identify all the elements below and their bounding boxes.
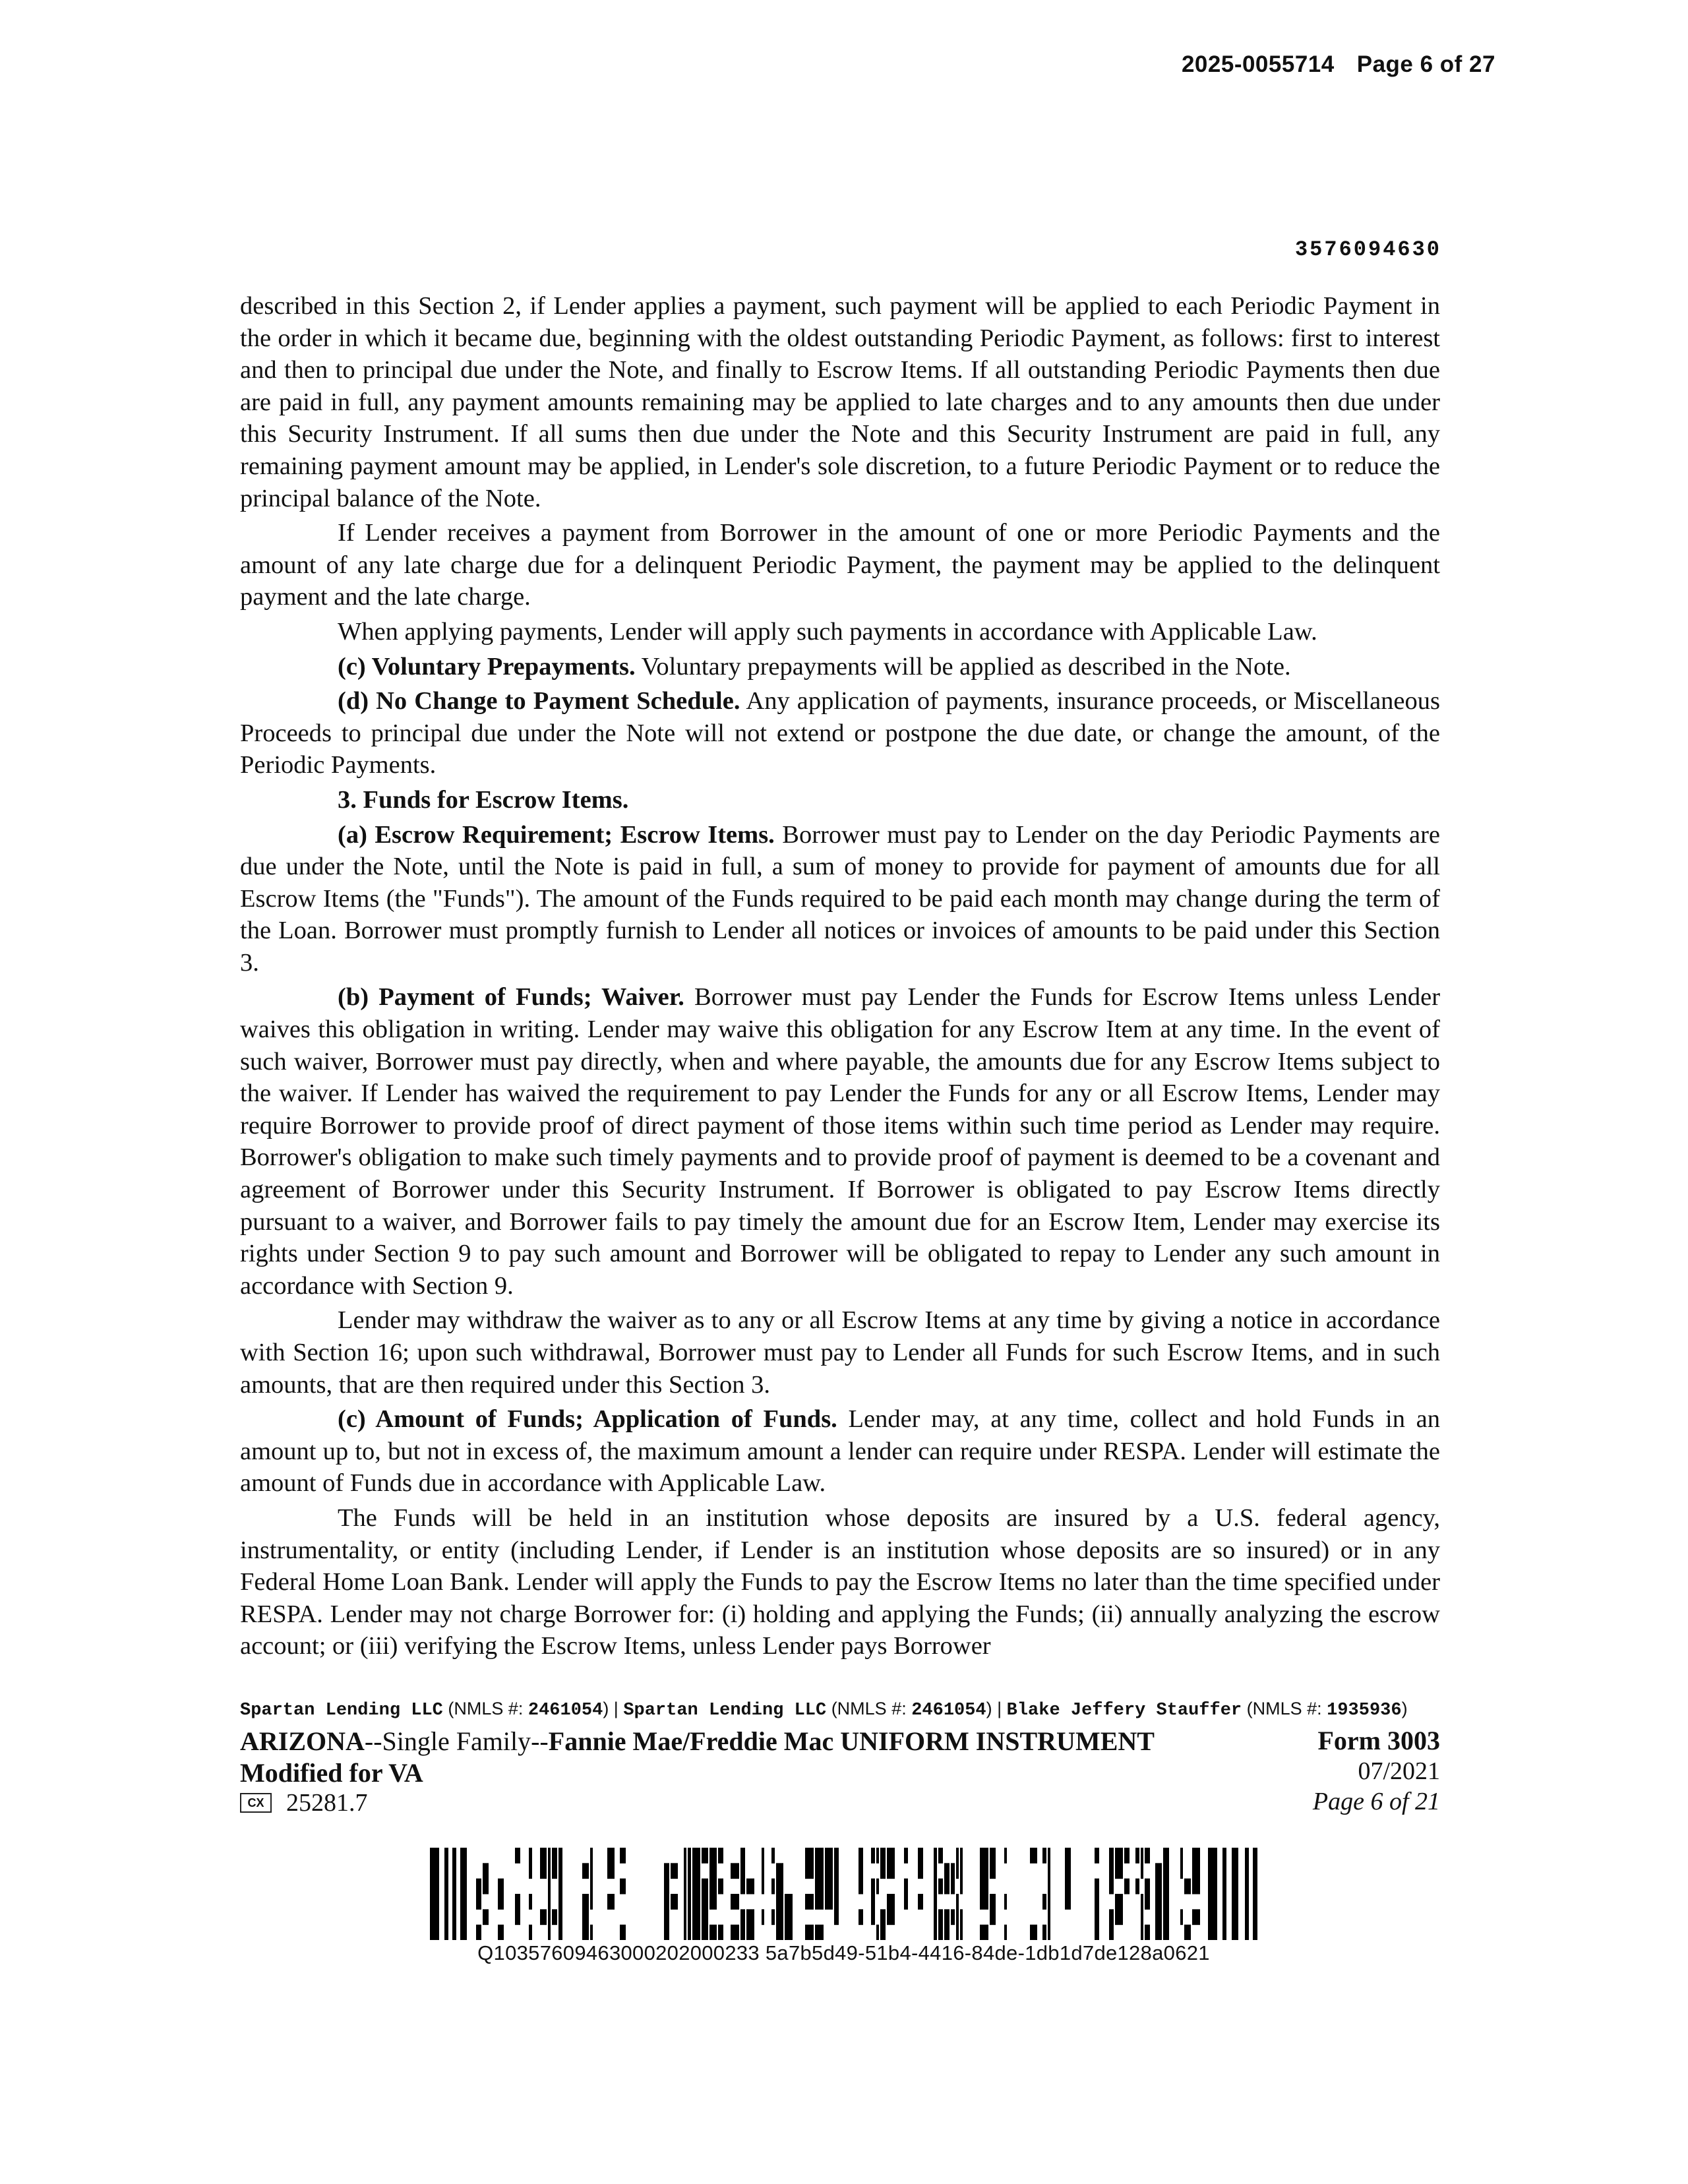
nmls-number: 1935936: [1327, 1701, 1402, 1720]
lender-name: Spartan Lending LLC: [623, 1701, 827, 1720]
form-date: 07/2021: [1358, 1757, 1440, 1785]
form-info-row: [240, 1726, 1440, 1817]
paragraph: If Lender receives a payment from Borrower in the amount of one or more Periodic Payments and the amount of any late charge due for a delinquent Periodic Payment, the payment may be applied to the delinquent payment and the late charge.: [240, 519, 1440, 611]
paragraph: [240, 1403, 1440, 1500]
section-heading: (c) Amount of Funds; Application of Funds.: [338, 1405, 837, 1434]
form-number-block: [1313, 1726, 1440, 1817]
document-body: [240, 290, 1440, 1665]
paragraph-text: Voluntary prepayments will be applied as described in the Note.: [635, 652, 1291, 681]
paragraph-text: Borrower must pay to Lender on the day Periodic Payments are due under the Note, until the Note is paid in full, a sum of money to provide for payment of amounts due for all Escrow Items (the "Funds"). The amount of the Funds required to be paid each month may change during the term of the Loan. Borrower must promptly furnish to Lender all notices or invoices of amounts to be paid under this Section 3.: [240, 820, 1440, 977]
lender-name: Spartan Lending LLC: [240, 1701, 443, 1720]
paragraph-text: Any application of payments, insurance proceeds, or Miscellaneous Proceeds to principal due under the Note will not extend or postpone the due date, or change the amount, of the Periodic Payments.: [240, 687, 1440, 779]
barcode-icon: [430, 1848, 1257, 1940]
lender-line: Spartan Lending LLC (NMLS #: 2461054) | Spartan Lending LLC (NMLS #: 2461054) | Blake Jeffery Stauffer (NMLS #: 1935936): [240, 1699, 1408, 1720]
form-page: Page 6 of 21: [1312, 1788, 1440, 1815]
instrument-name: Fannie Mae/Freddie Mac UNIFORM INSTRUMENT: [548, 1726, 1155, 1756]
paragraph-text: Lender may, at any time, collect and hold Funds in an amount up to, but not in excess of, the maximum amount a lender can require under RESPA. Lender will estimate the amount of Funds due in accordance with Applicable Law.: [240, 1405, 1440, 1498]
section-heading: (d) No Change to Payment Schedule.: [338, 687, 740, 715]
recording-number: 2025-0055714: [1181, 51, 1335, 77]
state-name: ARIZONA: [240, 1726, 365, 1756]
section-heading: (c) Voluntary Prepayments.: [338, 652, 636, 681]
form-code: 25281.7: [286, 1789, 368, 1817]
cx-logo-icon: CX: [240, 1793, 272, 1813]
section-heading: (b) Payment of Funds; Waiver.: [338, 983, 684, 1012]
form-code-row: [240, 1789, 1155, 1817]
section-heading: (a) Escrow Requirement; Escrow Items.: [338, 820, 775, 849]
paragraph: Lender may withdraw the waiver as to any or all Escrow Items at any time by giving a notice in accordance with Section 16; upon such withdrawal, Borrower must pay to Lender all Funds for such Escrow Items, and in such amounts, that are then required under this Section 3.: [240, 1306, 1440, 1399]
nmls-number: 2461054: [528, 1701, 603, 1720]
paragraph: [240, 981, 1440, 1302]
barcode-block: [430, 1848, 1257, 1965]
page-footer: [240, 1696, 1440, 1817]
nmls-number: 2461054: [911, 1701, 986, 1720]
paragraph: described in this Section 2, if Lender applies a payment, such payment will be applied to each Periodic Payment in the order in which it became due, beginning with the oldest outstanding Periodic Payment, as follows: first to interest and then to principal due under the Note, and finally to Escrow Items. If all outstanding Periodic Payments then due are paid in full, any payment amounts remaining may be applied to late charges and to any amounts then due under this Security Instrument. If all sums then due under the Note and this Security Instrument are paid in full, any remaining payment amount may be applied, in Lender's sole discretion, to a future Periodic Payment or to reduce the principal balance of the Note.: [240, 292, 1440, 512]
barcode-text: Q10357609463000202000233 5a7b5d49-51b4-4416-84de-1db1d7de128a0621: [477, 1941, 1210, 1964]
paragraph: When applying payments, Lender will apply such payments in accordance with Applicable Law.: [338, 617, 1317, 646]
loan-number: 3576094630: [1294, 237, 1441, 262]
modified-label: Modified for VA: [240, 1758, 423, 1788]
paragraph: [240, 819, 1440, 979]
paragraph: [240, 685, 1440, 781]
paragraph: The Funds will be held in an institution whose deposits are insured by a U.S. federal agency, instrumentality, or entity (including Lender, if Lender is an institution whose deposits are so insured) or in any Federal Home Loan Bank. Lender will apply the Funds to pay the Escrow Items no later than the time specified under RESPA. Lender may not charge Borrower for: (i) holding and applying the Funds; (ii) annually analyzing the escrow account; or (iii) verifying the Escrow Items, unless Lender pays Borrower: [240, 1503, 1440, 1660]
originator-name: Blake Jeffery Stauffer: [1006, 1701, 1242, 1720]
paragraph: [240, 784, 1440, 816]
recording-header: [1182, 51, 1495, 78]
form-number: Form 3003: [1317, 1726, 1440, 1755]
form-title: ARIZONA--Single Family--Fannie Mae/Freddie Mac UNIFORM INSTRUMENT Modified for VA CX 25281.7: [240, 1726, 1155, 1817]
paragraph-text: Borrower must pay Lender the Funds for Escrow Items unless Lender waives this obligation in writing. Lender may waive this obligation for any Escrow Item at any time. In the event of such waiver, Borrower must pay directly, when and where payable, the amounts due for any Escrow Items subject to the waiver. If Lender has waived the requirement to pay Lender the Funds for any or all Escrow Items, Lender may require Borrower to provide proof of direct payment of those items within such time period as Lender may require. Borrower's obligation to make such timely payments and to provide proof of payment is deemed to be a covenant and agreement of Borrower under this Security Instrument. If Borrower is obligated to pay Escrow Items directly pursuant to a waiver, and Borrower fails to pay timely the amount due for an Escrow Item, Lender may exercise its rights under Section 9 to pay such amount and Borrower will be obligated to repay to Lender any such amount in accordance with Section 9.: [240, 983, 1441, 1300]
paragraph: [240, 651, 1440, 683]
section-heading: 3. Funds for Escrow Items.: [338, 785, 629, 814]
recording-page-label: Page 6 of 27: [1356, 51, 1495, 77]
